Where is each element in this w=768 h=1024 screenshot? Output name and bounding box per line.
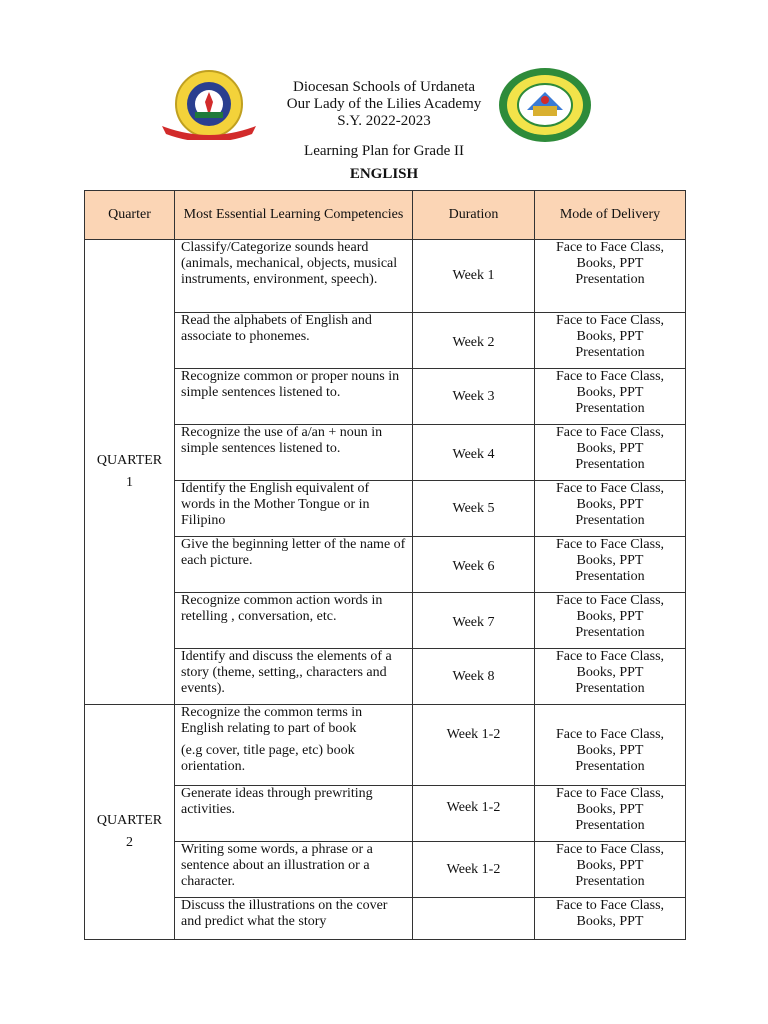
quarter-1-label: QUARTER bbox=[96, 453, 163, 468]
competency-text: Recognize common or proper nouns in simple sentences listened to. bbox=[181, 369, 400, 400]
duration-text: Week 3 bbox=[452, 388, 495, 404]
plan-title: Learning Plan for Grade II bbox=[304, 143, 464, 159]
quarter-2-cell bbox=[85, 705, 175, 940]
quarter-2-number: 2 bbox=[126, 835, 133, 850]
column-header-mode: Mode of Delivery bbox=[535, 191, 686, 240]
table-header-row bbox=[85, 191, 686, 240]
table-row bbox=[85, 842, 686, 898]
table-row bbox=[85, 649, 686, 705]
mode-text: Face to Face Class, Books, PPT Presentation bbox=[555, 240, 665, 287]
table-row bbox=[85, 786, 686, 842]
table-row bbox=[85, 369, 686, 425]
duration-text: Week 1-2 bbox=[446, 800, 501, 815]
competency-text: Give the beginning letter of the name of each picture. bbox=[181, 537, 406, 568]
duration-text: Week 1-2 bbox=[446, 727, 501, 742]
competency-text: Writing some words, a phrase or a sentence about an illustration or a character. bbox=[181, 842, 373, 889]
duration-text: Week 2 bbox=[452, 335, 495, 350]
learning-plan-table bbox=[84, 190, 686, 940]
duration-text: Week 4 bbox=[452, 447, 495, 462]
diocese-name: Diocesan Schools of Urdaneta bbox=[292, 79, 476, 95]
mode-text: Face to Face Class, Books, PPT Presentation bbox=[555, 425, 665, 472]
table-row bbox=[85, 313, 686, 369]
competency-text: Generate ideas through prewriting activities. bbox=[181, 786, 373, 817]
mode-text: Face to Face Class, Books, PPT Presentation bbox=[555, 537, 665, 584]
duration-text: Week 8 bbox=[452, 668, 495, 684]
duration-text: Week 5 bbox=[452, 500, 495, 516]
table-row bbox=[85, 425, 686, 481]
competency-text: Discuss the illustrations on the cover and predict what the story bbox=[181, 898, 388, 929]
mode-text: Face to Face Class, Books, PPT bbox=[555, 898, 665, 929]
table-row bbox=[85, 705, 686, 786]
competency-text: Read the alphabets of English and associate to phonemes. bbox=[181, 313, 372, 344]
mode-text: Face to Face Class, Books, PPT Presentation bbox=[555, 842, 665, 889]
duration-text: Week 6 bbox=[452, 559, 495, 574]
competency-text: Identify the English equivalent of words in the Mother Tongue or in Filipino bbox=[181, 481, 370, 528]
mode-text: Face to Face Class, Books, PPT Presentation bbox=[555, 369, 665, 416]
duration-text: Week 1-2 bbox=[446, 861, 501, 877]
competency-text-continued: (e.g cover, title page, etc) book orientation. bbox=[181, 743, 355, 774]
duration-text: Week 1 bbox=[452, 268, 495, 283]
academy-seal-logo bbox=[497, 66, 593, 144]
quarter-1-cell bbox=[85, 240, 175, 705]
competency-text: Recognize the use of a/an + noun in simple sentences listened to. bbox=[181, 425, 383, 456]
duration-text: Week 7 bbox=[452, 615, 495, 630]
school-year: S.Y. 2022-2023 bbox=[337, 113, 431, 129]
competency-text: Recognize the common terms in English relating to part of book bbox=[181, 705, 363, 736]
mode-text: Face to Face Class, Books, PPT Presentation bbox=[555, 593, 665, 640]
mode-text: Face to Face Class, Books, PPT Presentation bbox=[555, 313, 665, 360]
subject-title: ENGLISH bbox=[349, 166, 419, 182]
quarter-1-number: 1 bbox=[126, 475, 133, 490]
competency-text: Identify and discuss the elements of a story (theme, setting,, characters and events). bbox=[181, 649, 392, 696]
table-row bbox=[85, 240, 686, 313]
column-header-quarter: Quarter bbox=[85, 191, 175, 240]
quarter-2-label: QUARTER bbox=[96, 813, 163, 828]
mode-text: Face to Face Class, Books, PPT Presentation bbox=[555, 649, 665, 696]
column-header-competencies: Most Essential Learning Competencies bbox=[175, 191, 413, 240]
competency-text: Recognize common action words in retelling , conversation, etc. bbox=[181, 593, 383, 624]
competency-text: Classify/Categorize sounds heard (animals, mechanical, objects, musical instruments, environment, speech). bbox=[181, 240, 398, 287]
table-row bbox=[85, 481, 686, 537]
academy-name: Our Lady of the Lilies Academy bbox=[286, 96, 482, 112]
column-header-duration: Duration bbox=[413, 191, 535, 240]
table-row bbox=[85, 898, 686, 940]
school-header bbox=[240, 79, 528, 130]
table-row bbox=[85, 593, 686, 649]
mode-text: Face to Face Class, Books, PPT Presentation bbox=[555, 481, 665, 528]
mode-text: Face to Face Class, Books, PPT Presentation bbox=[555, 786, 665, 833]
mode-text: Face to Face Class, Books, PPT Presentation bbox=[555, 727, 665, 774]
table-row bbox=[85, 537, 686, 593]
